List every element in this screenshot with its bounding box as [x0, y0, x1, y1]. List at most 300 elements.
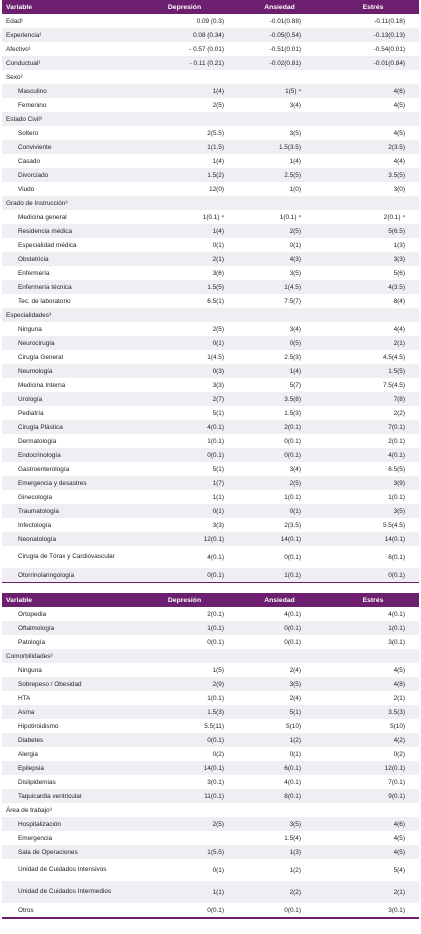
- table-row: [2, 677, 419, 691]
- cell-depresion: 1.5(3): [137, 705, 232, 719]
- table-row: [2, 252, 419, 266]
- cell-ansiedad: [232, 803, 327, 817]
- table-row: [2, 621, 419, 635]
- table-row: [2, 568, 419, 583]
- cell-estres: 7(8): [327, 392, 419, 406]
- table-row: [2, 859, 419, 881]
- row-label: Divorciado: [2, 168, 137, 182]
- cell-depresion: [137, 649, 232, 663]
- row-label: Cirugía General: [2, 350, 137, 364]
- cell-depresion: 1(4): [137, 154, 232, 168]
- row-label: Endocrinología: [2, 448, 137, 462]
- cell-depresion: 1(5.5): [137, 845, 232, 859]
- table-row: [2, 845, 419, 859]
- cell-ansiedad: 1(0.1) ⁴: [232, 210, 327, 224]
- cell-depresion: - 0.11 (0.21): [137, 56, 232, 70]
- cell-depresion: 1(4): [137, 84, 232, 98]
- cell-depresion: 3(3): [137, 518, 232, 532]
- row-label: Masculino: [2, 84, 137, 98]
- cell-depresion: 0(1): [137, 859, 232, 881]
- table-row: [2, 817, 419, 831]
- header-depresion: Depresión: [167, 3, 202, 11]
- row-label: Pediatría: [2, 406, 137, 420]
- cell-depresion: 2(1): [137, 252, 232, 266]
- cell-depresion: 1(7): [137, 476, 232, 490]
- row-label: Neurocirugía: [2, 336, 137, 350]
- cell-ansiedad: 2.5(3): [232, 350, 327, 364]
- cell-ansiedad: 0(1): [232, 504, 327, 518]
- cell-estres: 5(6): [327, 266, 419, 280]
- cell-ansiedad: 1(5) ⁴: [232, 84, 327, 98]
- table-row: [2, 705, 419, 719]
- cell-estres: 4.5(4.5): [327, 350, 419, 364]
- table-row: [2, 336, 419, 350]
- cell-estres: [327, 649, 419, 663]
- table-body-1: [2, 14, 419, 583]
- table-row: [2, 635, 419, 649]
- table-row: [2, 761, 419, 775]
- cell-ansiedad: 1(2): [232, 859, 327, 881]
- row-label: Gastroenterología: [2, 462, 137, 476]
- row-label: Epilepsia: [2, 761, 137, 775]
- table-row: [2, 733, 419, 747]
- cell-estres: 3(0): [327, 182, 419, 196]
- cell-ansiedad: 1(0): [232, 182, 327, 196]
- cell-ansiedad: 3(4): [232, 462, 327, 476]
- cell-ansiedad: [232, 112, 327, 126]
- row-label: Obstetricia: [2, 252, 137, 266]
- cell-estres: [327, 196, 419, 210]
- cell-ansiedad: 4(0.1): [232, 775, 327, 789]
- cell-estres: 2(1): [327, 691, 419, 705]
- cell-estres: 6.5(5): [327, 462, 419, 476]
- row-label: Emergencia: [2, 831, 137, 845]
- cell-estres: 0(0.1): [327, 568, 419, 583]
- cell-estres: -0.54(0.01): [327, 42, 419, 56]
- cell-estres: 4(3.5): [327, 280, 419, 294]
- row-label: Ninguna: [2, 663, 137, 677]
- cell-depresion: 0(2): [137, 747, 232, 761]
- cell-estres: 12(0.1): [327, 761, 419, 775]
- cell-estres: 5(4): [327, 859, 419, 881]
- cell-depresion: 1(4.5): [137, 350, 232, 364]
- row-label: Residencia médica: [2, 224, 137, 238]
- results-table-part-1: [2, 0, 419, 583]
- table-row: [2, 266, 419, 280]
- cell-ansiedad: 5(1): [232, 705, 327, 719]
- group-label: Grado de Instrucción³: [2, 196, 137, 210]
- row-label: Sobrepeso / Obesidad: [2, 677, 137, 691]
- row-label: Otros: [2, 903, 137, 918]
- row-label: Conviviente: [2, 140, 137, 154]
- cell-estres: 8(4): [327, 294, 419, 308]
- group-label: Afectivo¹: [2, 42, 137, 56]
- row-label: Urología: [2, 392, 137, 406]
- cell-depresion: [137, 803, 232, 817]
- row-label: Otorrinolaringología: [2, 568, 137, 583]
- cell-ansiedad: 0(1): [232, 238, 327, 252]
- table-row: [2, 462, 419, 476]
- cell-ansiedad: 1(3): [232, 845, 327, 859]
- cell-ansiedad: 0(0.1): [232, 448, 327, 462]
- table-row: [2, 392, 419, 406]
- cell-depresion: 0.09 (0.3): [137, 14, 232, 28]
- cell-depresion: 3(6): [137, 266, 232, 280]
- cell-depresion: [137, 70, 232, 84]
- row-label: Ginecología: [2, 490, 137, 504]
- cell-depresion: 12(0): [137, 182, 232, 196]
- cell-estres: 4(5): [327, 98, 419, 112]
- cell-depresion: 2(5): [137, 817, 232, 831]
- header-depresion: Depresión: [167, 596, 202, 604]
- cell-ansiedad: 2(0.1): [232, 420, 327, 434]
- row-label: Infectología: [2, 518, 137, 532]
- row-label: Sala de Operaciones: [2, 845, 137, 859]
- table-row: [2, 775, 419, 789]
- header-estres: Estrés: [362, 596, 384, 604]
- cell-ansiedad: 0(0.1): [232, 621, 327, 635]
- table-row: [2, 691, 419, 705]
- cell-ansiedad: 2(3.5): [232, 518, 327, 532]
- table-row: [2, 42, 419, 56]
- cell-estres: -0.01(0.84): [327, 56, 419, 70]
- cell-estres: 3(3): [327, 252, 419, 266]
- cell-ansiedad: [232, 196, 327, 210]
- table-row: [2, 406, 419, 420]
- row-label: Diabetes: [2, 733, 137, 747]
- table-row: [2, 789, 419, 803]
- group-label: Área de trabajo³: [2, 803, 137, 817]
- table-row: [2, 420, 419, 434]
- cell-estres: 3(0.1): [327, 635, 419, 649]
- cell-ansiedad: 0(0.1): [232, 903, 327, 918]
- cell-depresion: 0(1): [137, 238, 232, 252]
- row-label: Casado: [2, 154, 137, 168]
- header-ansiedad: Ansiedad: [264, 596, 295, 604]
- table-row: [2, 84, 419, 98]
- row-label: Alergia: [2, 747, 137, 761]
- cell-estres: 2(2): [327, 406, 419, 420]
- table-row: [2, 434, 419, 448]
- cell-estres: 5(6.5): [327, 224, 419, 238]
- cell-depresion: 2(0.1): [137, 607, 232, 621]
- cell-depresion: 0(1): [137, 336, 232, 350]
- row-label: Viudo: [2, 182, 137, 196]
- cell-estres: 4(6): [327, 84, 419, 98]
- row-label: Dermatología: [2, 434, 137, 448]
- cell-estres: 2(0.1) ⁴: [327, 210, 419, 224]
- cell-depresion: 1(1): [137, 490, 232, 504]
- cell-ansiedad: 4(3): [232, 252, 327, 266]
- row-label: Dislipidemias: [2, 775, 137, 789]
- row-label: Asma: [2, 705, 137, 719]
- cell-depresion: 2(9): [137, 677, 232, 691]
- table-row: [2, 238, 419, 252]
- cell-ansiedad: 4(0.1): [232, 607, 327, 621]
- table-row: [2, 663, 419, 677]
- table-row: [2, 126, 419, 140]
- cell-estres: 3(0.1): [327, 903, 419, 918]
- group-label: Experiencia¹: [2, 28, 137, 42]
- cell-ansiedad: 0(0.1): [232, 434, 327, 448]
- table-row: [2, 803, 419, 817]
- cell-estres: 4(6): [327, 817, 419, 831]
- cell-ansiedad: -0.05(0.54): [232, 28, 327, 42]
- cell-estres: 7(0.1): [327, 775, 419, 789]
- cell-estres: 4(0.1): [327, 607, 419, 621]
- group-label: Comorbilidades³: [2, 649, 137, 663]
- cell-ansiedad: 2(4): [232, 691, 327, 705]
- cell-ansiedad: -0.01(0.88): [232, 14, 327, 28]
- table-row: [2, 719, 419, 733]
- cell-depresion: 4(0.1): [137, 420, 232, 434]
- table-row: [2, 831, 419, 845]
- row-label: Traumatología: [2, 504, 137, 518]
- cell-estres: 5(10): [327, 719, 419, 733]
- row-label: Neonatología: [2, 532, 137, 546]
- header-estres: Estrés: [362, 3, 384, 11]
- table-row: [2, 98, 419, 112]
- cell-ansiedad: 0(0.1): [232, 635, 327, 649]
- cell-ansiedad: -0.51(0.01): [232, 42, 327, 56]
- cell-ansiedad: 3(5): [232, 817, 327, 831]
- cell-ansiedad: 0(1): [232, 747, 327, 761]
- cell-depresion: [137, 831, 232, 845]
- row-label: Patología: [2, 635, 137, 649]
- table-row: [2, 448, 419, 462]
- cell-depresion: [137, 112, 232, 126]
- cell-ansiedad: 2(5): [232, 476, 327, 490]
- table-row: [2, 140, 419, 154]
- cell-depresion: 11(0.1): [137, 789, 232, 803]
- cell-estres: 4(4): [327, 322, 419, 336]
- cell-ansiedad: 2(4): [232, 663, 327, 677]
- cell-estres: 2(1): [327, 881, 419, 903]
- cell-estres: [327, 308, 419, 322]
- cell-estres: -0.11(0.18): [327, 14, 419, 28]
- table-body-2: [2, 607, 419, 918]
- cell-ansiedad: 14(0.1): [232, 532, 327, 546]
- row-label: Neumología: [2, 364, 137, 378]
- cell-estres: 4(5): [327, 126, 419, 140]
- cell-ansiedad: 6(0.1): [232, 761, 327, 775]
- cell-estres: -0.13(0.13): [327, 28, 419, 42]
- cell-depresion: 6.5(1): [137, 294, 232, 308]
- table-header-row: [2, 0, 419, 14]
- table-row: [2, 490, 419, 504]
- cell-depresion: 2(5): [137, 322, 232, 336]
- cell-depresion: 2(5.5): [137, 126, 232, 140]
- row-label: HTA: [2, 691, 137, 705]
- cell-estres: 5.5(4.5): [327, 518, 419, 532]
- cell-estres: 4(8): [327, 677, 419, 691]
- group-label: Especialidades³: [2, 308, 137, 322]
- cell-ansiedad: 3(4): [232, 322, 327, 336]
- row-label: Tec. de laboratorio: [2, 294, 137, 308]
- cell-estres: 1(0.1): [327, 621, 419, 635]
- table-row: [2, 747, 419, 761]
- cell-ansiedad: 0(5): [232, 336, 327, 350]
- table-row: [2, 518, 419, 532]
- cell-estres: 7.5(4.5): [327, 378, 419, 392]
- cell-ansiedad: 1(4): [232, 154, 327, 168]
- cell-estres: 2(1): [327, 336, 419, 350]
- cell-estres: 9(0.1): [327, 789, 419, 803]
- cell-depresion: 4(0.1): [137, 546, 232, 568]
- header-variable: Variable: [6, 3, 33, 11]
- cell-ansiedad: 1(0.1): [232, 490, 327, 504]
- table-row: [2, 322, 419, 336]
- cell-ansiedad: 8(0.1): [232, 789, 327, 803]
- cell-ansiedad: [232, 70, 327, 84]
- cell-depresion: 14(0.1): [137, 761, 232, 775]
- row-label: Hospitalización: [2, 817, 137, 831]
- row-label: Cirugía de Tórax y Cardiovascular: [2, 546, 137, 568]
- cell-estres: 1(3): [327, 238, 419, 252]
- cell-depresion: 1.5(5): [137, 280, 232, 294]
- group-label: Edad¹: [2, 14, 137, 28]
- cell-ansiedad: 3(5): [232, 266, 327, 280]
- cell-depresion: 3(3): [137, 378, 232, 392]
- table-row: [2, 168, 419, 182]
- cell-ansiedad: 3.5(8): [232, 392, 327, 406]
- cell-ansiedad: 5(7): [232, 378, 327, 392]
- cell-ansiedad: 1(0.1): [232, 568, 327, 583]
- cell-depresion: 5(1): [137, 406, 232, 420]
- cell-estres: 4(2): [327, 733, 419, 747]
- results-tables: [2, 0, 419, 919]
- cell-estres: 3(9): [327, 476, 419, 490]
- cell-depresion: - 0.57 (0.01): [137, 42, 232, 56]
- cell-estres: 14(0.1): [327, 532, 419, 546]
- cell-ansiedad: 1.5(3.5): [232, 140, 327, 154]
- cell-estres: 1(0.1): [327, 490, 419, 504]
- cell-estres: 7(0.1): [327, 420, 419, 434]
- cell-estres: 3.5(3): [327, 705, 419, 719]
- cell-depresion: 1(0.1): [137, 691, 232, 705]
- table-row: [2, 532, 419, 546]
- table-header-row: [2, 593, 419, 607]
- cell-depresion: 1(5): [137, 663, 232, 677]
- cell-depresion: 2(5): [137, 98, 232, 112]
- table-row: [2, 504, 419, 518]
- cell-estres: [327, 112, 419, 126]
- cell-depresion: 1(4): [137, 224, 232, 238]
- table-row: [2, 56, 419, 70]
- table-row: [2, 546, 419, 568]
- table-row: [2, 182, 419, 196]
- table-row: [2, 364, 419, 378]
- cell-ansiedad: 2.5(5): [232, 168, 327, 182]
- cell-ansiedad: 1.5(3): [232, 406, 327, 420]
- cell-estres: 4(4): [327, 154, 419, 168]
- row-label: Unidad de Cuidados Intermedios: [2, 881, 137, 903]
- table-row: [2, 28, 419, 42]
- row-label: Taquicardia ventricular: [2, 789, 137, 803]
- header-variable: Variable: [6, 596, 33, 604]
- cell-depresion: 5.5(11): [137, 719, 232, 733]
- cell-ansiedad: 3(4): [232, 98, 327, 112]
- cell-estres: [327, 70, 419, 84]
- cell-ansiedad: 1(2): [232, 733, 327, 747]
- cell-depresion: 0(1): [137, 504, 232, 518]
- cell-depresion: 1(1): [137, 881, 232, 903]
- cell-estres: 4(5): [327, 663, 419, 677]
- cell-ansiedad: 1(4.5): [232, 280, 327, 294]
- cell-estres: 3.5(5): [327, 168, 419, 182]
- cell-depresion: 0(0.1): [137, 733, 232, 747]
- cell-ansiedad: 1(4): [232, 364, 327, 378]
- table-row: [2, 649, 419, 663]
- table-row: [2, 224, 419, 238]
- cell-ansiedad: 2(2): [232, 881, 327, 903]
- cell-depresion: 2(7): [137, 392, 232, 406]
- row-label: Hipotiroidismo: [2, 719, 137, 733]
- cell-depresion: 1(0.1): [137, 434, 232, 448]
- table-row: [2, 294, 419, 308]
- cell-depresion: 1(0.1): [137, 621, 232, 635]
- table-row: [2, 378, 419, 392]
- row-label: Especialidad médica: [2, 238, 137, 252]
- cell-ansiedad: 3(5): [232, 126, 327, 140]
- cell-estres: 6(0.1): [327, 546, 419, 568]
- cell-estres: 1.5(5): [327, 364, 419, 378]
- cell-ansiedad: [232, 649, 327, 663]
- cell-depresion: 0(0.1): [137, 903, 232, 918]
- cell-ansiedad: 5(10): [232, 719, 327, 733]
- table-row: [2, 112, 419, 126]
- table-row: [2, 210, 419, 224]
- cell-estres: 3(5): [327, 504, 419, 518]
- cell-estres: 2(0.1): [327, 434, 419, 448]
- cell-depresion: [137, 308, 232, 322]
- cell-depresion: 0.08 (0.34): [137, 28, 232, 42]
- table-row: [2, 350, 419, 364]
- cell-ansiedad: [232, 308, 327, 322]
- table-row: [2, 196, 419, 210]
- row-label: Ninguna: [2, 322, 137, 336]
- cell-depresion: 12(0.1): [137, 532, 232, 546]
- table-row: [2, 308, 419, 322]
- cell-estres: [327, 803, 419, 817]
- cell-depresion: 0(3): [137, 364, 232, 378]
- cell-depresion: 0(0.1): [137, 568, 232, 583]
- cell-depresion: [137, 196, 232, 210]
- cell-estres: 4(5): [327, 831, 419, 845]
- cell-depresion: 3(0.1): [137, 775, 232, 789]
- cell-depresion: 1(1.5): [137, 140, 232, 154]
- table-row: [2, 476, 419, 490]
- cell-estres: 4(5): [327, 845, 419, 859]
- header-ansiedad: Ansiedad: [264, 3, 295, 11]
- table-row: [2, 607, 419, 621]
- table-row: [2, 903, 419, 918]
- table-row: [2, 154, 419, 168]
- row-label: Ortopedia: [2, 607, 137, 621]
- cell-depresion: 0(0.1): [137, 635, 232, 649]
- cell-ansiedad: 0(0.1): [232, 546, 327, 568]
- cell-ansiedad: 3(5): [232, 677, 327, 691]
- cell-depresion: 5(1): [137, 462, 232, 476]
- table-row: [2, 70, 419, 84]
- results-table-part-2: [2, 593, 419, 919]
- row-label: Medicina general: [2, 210, 137, 224]
- table-gap: [2, 583, 419, 593]
- cell-estres: 2(3.5): [327, 140, 419, 154]
- group-label: Conductual¹: [2, 56, 137, 70]
- row-label: Cirugía Plástica: [2, 420, 137, 434]
- cell-depresion: 0(0.1): [137, 448, 232, 462]
